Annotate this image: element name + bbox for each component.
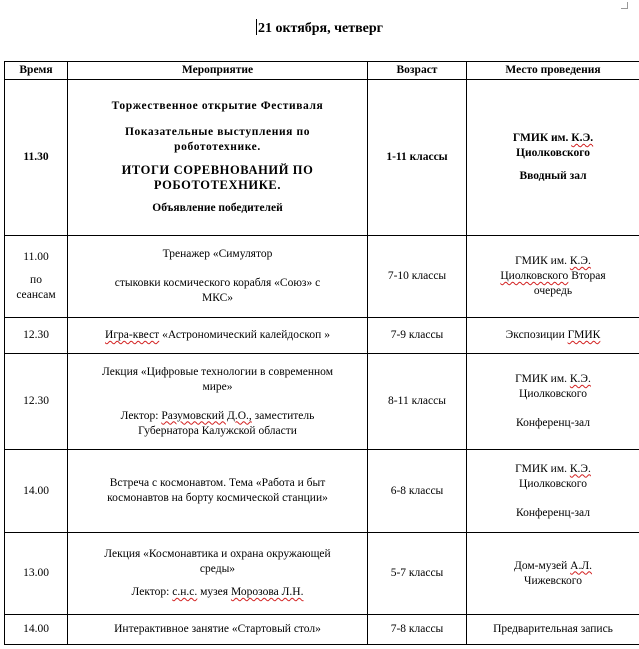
row1-event-line6: Объявление победителей (152, 202, 283, 214)
table-row (5, 318, 639, 354)
header-place: Место проведения (467, 62, 639, 80)
row1-place-line3: Вводный зал (519, 170, 587, 182)
row1-event (68, 80, 368, 236)
row4-time: 12.30 (5, 354, 68, 450)
table-row (5, 236, 639, 318)
row3-place: Экспозиции ГМИК (467, 318, 639, 354)
row1-time: 11.30 (5, 80, 68, 236)
table-row (5, 615, 639, 645)
row2-place: ГМИК им. К.Э. Циолковского Вторая очередь (467, 236, 639, 318)
row1-event-line4: ИТОГИ СОРЕВНОВАНИЙ ПО (121, 163, 314, 177)
row4-place: ГМИК им. К.Э. Циолковского Конференц-зал (467, 354, 639, 450)
row4-age: 8-11 классы (368, 354, 467, 450)
table-row (5, 354, 639, 450)
row7-time: 14.00 (5, 615, 68, 645)
row6-event: Лекция «Космонавтика и охрана окружающей среды» Лектор: с.н.с. музея Морозова Л.Н. (68, 533, 368, 615)
row1-event-line2: Показательные выступления по (124, 126, 311, 138)
row2-age: 7-10 классы (368, 236, 467, 318)
row4-event: Лекция «Цифровые технологии в современном мире» Лектор: Разумовский Д.О., заместитель Губернатора Калужской области (68, 354, 368, 450)
row5-event: Встреча с космонавтом. Тема «Работа и быт космонавтов на борту космической станции» (68, 450, 368, 533)
row3-event: Игра-квест «Астрономический калейдоскоп » (68, 318, 368, 354)
row5-age: 6-8 классы (368, 450, 467, 533)
row7-place: Предварительная запись (467, 615, 639, 645)
row6-place: Дом-музей А.Л. Чижевского (467, 533, 639, 615)
row1-event-line3: робототехнике. (174, 141, 261, 153)
schedule-table (4, 61, 639, 645)
row3-time: 12.30 (5, 318, 68, 354)
page-title (0, 19, 639, 37)
row2-time: 11.00 по сеансам (5, 236, 68, 318)
row1-event-line1: Торжественное открытие Фестиваля (111, 100, 324, 112)
table-row (5, 450, 639, 533)
row1-age: 1-11 классы (368, 80, 467, 236)
header-event: Мероприятие (68, 62, 368, 80)
page-corner-mark (621, 2, 628, 9)
row6-time: 13.00 (5, 533, 68, 615)
row5-time: 14.00 (5, 450, 68, 533)
row5-place: ГМИК им. К.Э. Циолковского Конференц-зал (467, 450, 639, 533)
header-age: Возраст (368, 62, 467, 80)
header-time: Время (5, 62, 68, 80)
row7-event: Интерактивное занятие «Стартовый стол» (68, 615, 368, 645)
table-row (5, 533, 639, 615)
table-header-row (5, 62, 639, 80)
row3-age: 7-9 классы (368, 318, 467, 354)
row6-age: 5-7 классы (368, 533, 467, 615)
row2-event: Тренажер «Симулятор стыковки космического корабля «Союз» с МКС» (68, 236, 368, 318)
page-title-text: 21 октября, четверг (257, 21, 384, 36)
row1-event-line5: РОБОТОТЕХНИКЕ. (153, 178, 282, 192)
text-cursor (256, 19, 257, 35)
row1-place (467, 80, 639, 236)
row1-place-line2: Циолковского (516, 147, 590, 159)
table-row (5, 80, 639, 236)
row1-place-line1: ГМИК им. К.Э. (512, 132, 594, 144)
row7-age: 7-8 классы (368, 615, 467, 645)
